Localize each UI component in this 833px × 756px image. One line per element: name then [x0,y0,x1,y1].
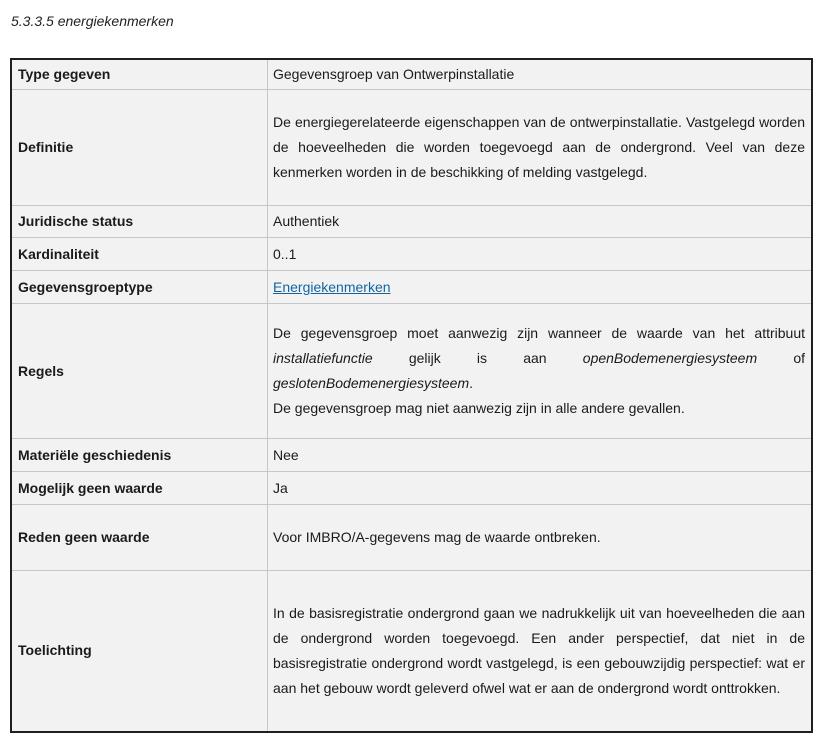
table-row [11,505,812,571]
row-value: Voor IMBRO/A-gegevens mag de waarde ontbreken. [268,505,813,571]
row-label: Reden geen waarde [11,505,268,571]
table-row [11,206,812,238]
table-row [11,238,812,271]
row-label: Kardinaliteit [11,238,268,271]
row-label: Definitie [11,90,268,206]
row-label: Mogelijk geen waarde [11,472,268,505]
row-value: Authentiek [268,206,813,238]
row-value: De gegevensgroep moet aanwezig zijn wanneer de waarde van het attribuut installatiefunctie gelijk is aan openBodemenergiesysteem of geslotenBodemenergiesysteem. De gegevensgroep mag niet aanwezig zijn in alle andere gevallen. [268,304,813,439]
table-row [11,59,812,90]
table-row [11,571,812,732]
row-value: Ja [268,472,813,505]
row-value: In de basisregistratie ondergrond gaan we nadrukkelijk uit van hoeveelheden die aan de ondergrond worden toegevoegd. Een ander perspectief, dat niet in de basisregistratie ondergrond wordt vastgelegd, is een gebouwzijdig perspectief: wat er aan het gebouw wordt geleverd ofwel wat er aan de ondergrond wordt onttrokken. [268,571,813,732]
row-label: Regels [11,304,268,439]
table-row [11,472,812,505]
row-value: Nee [268,439,813,472]
row-value: 0..1 [268,238,813,271]
energiekenmerken-link[interactable]: Energiekenmerken [273,278,391,295]
table-row [11,90,812,206]
row-label: Type gegeven [11,59,268,90]
table-row [11,439,812,472]
row-label: Materiële geschiedenis [11,439,268,472]
row-label: Gegevensgroeptype [11,271,268,304]
table-row [11,271,812,304]
row-value: De energiegerelateerde eigenschappen van de ontwerpinstallatie. Vastgelegd worden de hoeveelheden die worden toegevoegd aan de ondergrond. Veel van deze kenmerken worden in de beschikking of melding vastgelegd. [268,90,813,206]
row-value: Gegevensgroep van Ontwerpinstallatie [268,59,813,90]
attribute-table [10,58,813,733]
row-label: Juridische status [11,206,268,238]
row-value [268,271,813,304]
table-row [11,304,812,439]
row-label: Toelichting [11,571,268,732]
section-title: 5.3.3.5 energiekenmerken [11,13,174,29]
